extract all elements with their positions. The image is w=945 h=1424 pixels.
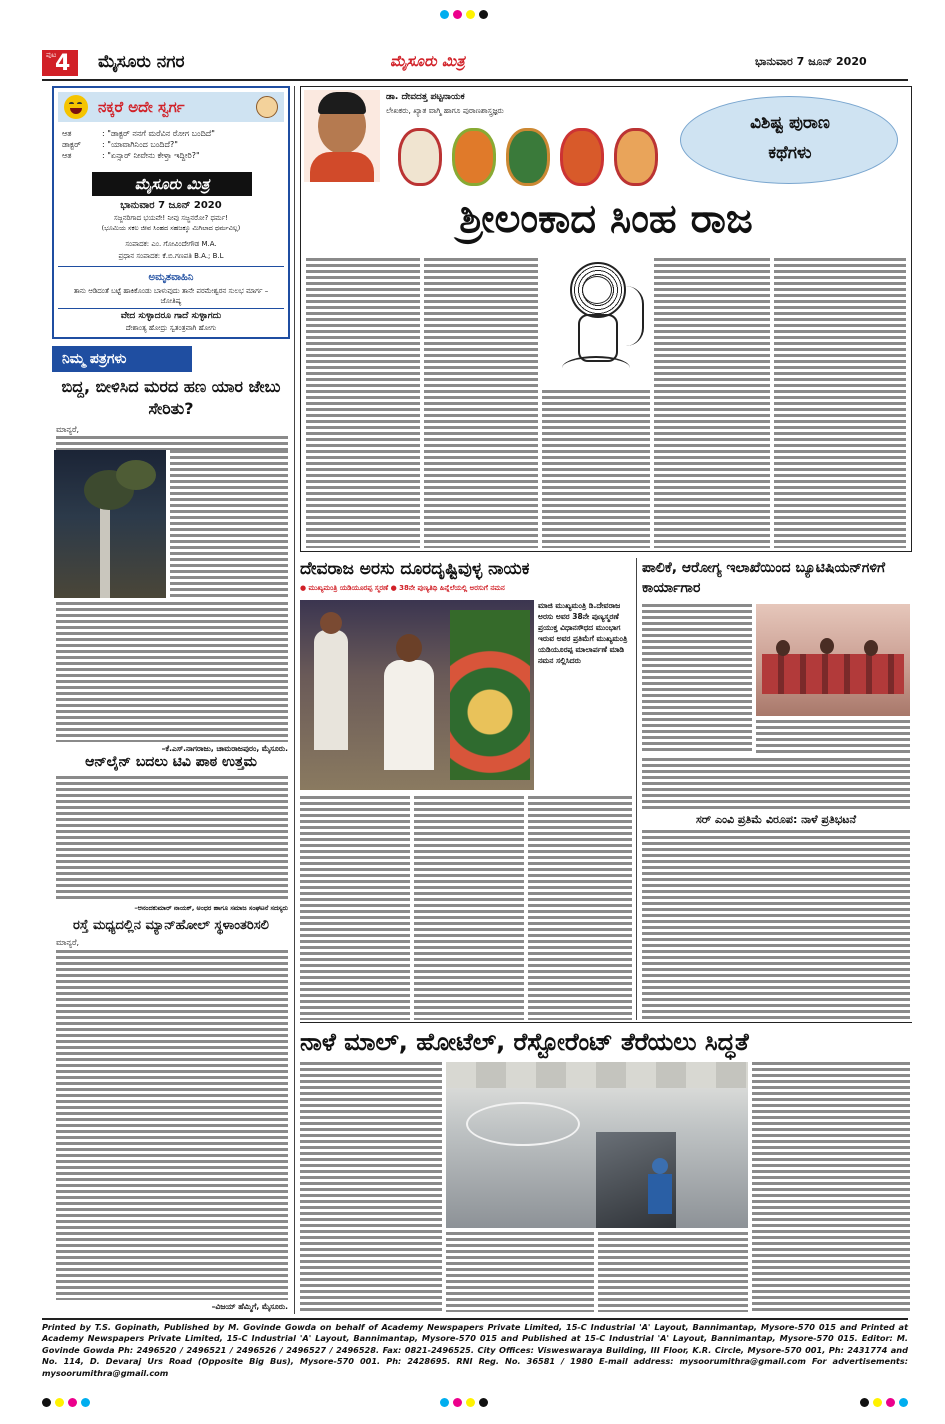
article-column	[300, 1062, 442, 1312]
urs-headline: ದೇವರಾಜ ಅರಸು ದೂರದೃಷ್ಟಿವುಳ್ಳ ನಾಯಕ	[300, 559, 530, 579]
quote-title: ಅಮೃತವಾಹಿನಿ	[148, 272, 194, 283]
footer-imprint: Printed by T.S. Gopinath, Published by M. Govinde Gowda on behalf of Academy Newspapers Private Limited, 15-C Industrial 'A' Layout, Bannimantap, Mysore-570 015 and Printed at Academy Newspapers Private Limited, 15-C Industrial 'A' Layout, Bannimantap, Mysore-570 015 and Published at 15-C Industrial 'A' Layout, Bannimantap, Mysore-570 015. Editor: M. Govinde Gowda Ph: 2496520 / 2496521 / 2496526 / 2496527 / 2496528. Fax: 0821-2496525. City Offices: Visweswaraya Building, III Floor, K.R. Circle, Mysore-570 001, Ph: 2431774 and No. 114, D. Devaraj Urs Road (Opposite Big Bus), Mysore-570 001. Ph: 2428695. RNI Reg. No. 36581 / 1980 E-mail address: mysoorumithra@gmail.com For advertisements: mysoorumithra@gmail.com	[42, 1322, 908, 1378]
proverb-text: ದೇಶಾಂತ್ಯ ಹೋದ್ರು ಸ್ವತಂತ್ರವಾಗಿ ಹೋಗು	[125, 324, 217, 332]
editor-credit: ಸಂಪಾದಕ: ಎಂ. ಗೋವಿಂದೇಗೌಡ M.A.	[125, 240, 217, 248]
letter-headline: ಆನ್‌ಲೈನ್ ಬದಲು ಟಿವಿ ಪಾಠ ಉತ್ತಮ	[85, 754, 257, 770]
author-photo	[304, 90, 380, 182]
chief-editor-credit: ಪ್ರಧಾನ ಸಂಪಾದಕ: ಕೆ.ಬಿ.ಗಣಪತಿ B.A.; B.L	[118, 252, 224, 260]
laughing-face-icon	[64, 95, 88, 119]
letter-signature: –ಕೆ.ಎಸ್.ನಾಗರಾಜು, ಚಾಮರಾಜಪುರಂ, ಮೈಸೂರು.	[161, 744, 288, 753]
article-column	[528, 796, 632, 1020]
article-column	[752, 1062, 910, 1312]
article-column	[542, 390, 650, 548]
article-column	[598, 1232, 748, 1312]
page-number: 4	[55, 51, 71, 76]
mask-icon	[614, 128, 658, 186]
mall-headline: ನಾಳೆ ಮಾಲ್, ಹೋಟೆಲ್, ರೆಸ್ಟೋರೆಂಟ್ ತೆರೆಯಲು ಸಿದ್ಧತೆ	[300, 1028, 749, 1056]
registration-dot	[440, 1398, 449, 1407]
registration-dot	[479, 1398, 488, 1407]
column-rule	[636, 558, 637, 1020]
author-name: ಡಾ. ದೇವದತ್ತ ಪಟ್ಟನಾಯಕ	[386, 92, 465, 102]
mask-icon	[452, 128, 496, 186]
letter-body	[56, 602, 288, 742]
joke-header	[58, 92, 284, 122]
section-title: ಮೈಸೂರು ನಗರ	[98, 52, 185, 72]
letter-headline: ಬಿದ್ದ, ಬೀಳಿಸಿದ ಮರದ ಹಣ ಯಾರ ಜೇಬು ಸೇರಿತು?	[61, 377, 281, 418]
article-column	[642, 604, 752, 754]
registration-dot	[873, 1398, 882, 1407]
letter-signature: –ಆನಂದಕುಮಾರ್ ನಾಯಕ್, ಅಂಧರ ಹಾಗೂ ಸಮಾಜ ಸಂಘಟನೆ ಸದಸ್ಯರು	[134, 904, 288, 912]
section-rule	[300, 1022, 912, 1023]
lion-king-illustration	[542, 256, 650, 386]
masthead-small: ಮೈಸೂರು ಮಿತ್ರ	[92, 172, 252, 196]
letter-salute: ಮಾನ್ಯರೆ,	[56, 425, 80, 434]
workshop-photo	[756, 604, 910, 716]
registration-dot	[68, 1398, 77, 1407]
series-subtitle: ಕಥೆಗಳು	[768, 143, 812, 163]
author-description: ಲೇಖಕರು, ಖ್ಯಾತ ವಾಗ್ಮಿ ಹಾಗೂ ಪುರಾಣಶಾಸ್ತ್ರಜ್ಞರು	[386, 106, 504, 115]
quote-text: ತಾನು ಆಡಿದಂತೆ ಬಟ್ಟೆ ಹಾಕಿಕೊಂಡು ಬಾಳುವುದು ತಾನೇ ಪರಮೇಶ್ವರನ ಸುಲಭ ಮಾರ್ಗ –ಜೋತಿಷ್ಯ	[73, 287, 269, 305]
proverb-title: ವೇದ ಸುಳ್ಳಾದರೂ ಗಾದೆ ಸುಳ್ಳಾಗದು	[120, 311, 222, 321]
registration-dot	[899, 1398, 908, 1407]
letters-banner: ನಿಮ್ಮ ಪತ್ರಗಳು	[52, 346, 192, 372]
article-column	[774, 258, 906, 548]
urs-tribute-photo	[300, 600, 534, 790]
registration-dot	[860, 1398, 869, 1407]
fallen-tree-photo	[54, 450, 166, 598]
mall-interior-photo	[446, 1062, 748, 1228]
letter-body	[170, 450, 288, 600]
article-column	[424, 258, 538, 548]
letter-headline: ರಸ್ತೆ ಮಧ್ಯದಲ್ಲಿನ ಮ್ಯಾನ್‌ಹೋಲ್ ಸ್ಥಳಾಂತರಿಸಲಿ	[73, 918, 269, 933]
mask-icon	[560, 128, 604, 186]
urs-photo-caption: ಮಾಜಿ ಮುಖ್ಯಮಂತ್ರಿ ಡಿ.ದೇವರಾಜ ಅರಸು ಅವರ 38ನೇ ಪುಣ್ಯಸ್ಮರಣೆ ಪ್ರಯುಕ್ತ ವಿಧಾನಸೌಧದ ಮುಂಭಾಗ ಇರುವ ಅವರ ಪ್ರತಿಮೆಗೆ ಮುಖ್ಯಮಂತ್ರಿ ಯಡಿಯೂರಪ್ಪ ಮಾಲಾರ್ಪಣೆ ಮಾಡಿ ನಮನ ಸಲ್ಲಿಸಿದರು	[538, 601, 628, 665]
article-column	[642, 830, 910, 1020]
footer-rule	[42, 1318, 908, 1320]
urs-subheadline: ● ಮುಖ್ಯಮಂತ್ರಿ ಯಡಿಯೂರಪ್ಪ ಸ್ಮರಣೆ ● 38ನೇ ಪುಣ್ಯತಿಥಿ ಹಿನ್ನೆಲೆಯಲ್ಲಿ ಅರಸುಗೆ ನಮನ	[300, 584, 505, 592]
registration-dot	[453, 10, 462, 19]
mask-icon	[506, 128, 550, 186]
header-rule	[42, 79, 908, 81]
edition-date: ಭಾನುವಾರ 7 ಜೂನ್ 2020	[120, 200, 222, 211]
letter-salute: ಮಾನ್ಯರೆ,	[56, 938, 80, 947]
registration-dot	[466, 1398, 475, 1407]
registration-dot	[453, 1398, 462, 1407]
registration-dot	[42, 1398, 51, 1407]
joke-title: ನಕ್ಕರೆ ಅದೇ ಸ್ವರ್ಗ	[98, 98, 185, 116]
top-story-headline: ಶ್ರೀಲಂಕಾದ ಸಿಂಹ ರಾಜ	[459, 196, 753, 242]
registration-dot	[440, 10, 449, 19]
registration-dot	[479, 10, 488, 19]
article-column	[446, 1232, 594, 1312]
masks-illustration	[398, 128, 662, 190]
beautician-headline: ಪಾಲಿಕೆ, ಆರೋಗ್ಯ ಇಲಾಖೆಯಿಂದ ಬ್ಯೂಟಿಷಿಯನ್‌ಗಳಿಗೆ ಕಾರ್ಯಾಗಾರ	[642, 560, 886, 596]
cartoon-face-icon	[254, 94, 278, 120]
joke-line: ಆತ : "ಏನ್ಸಾರ್ ನೀವೇನು ಕೇಳ್ತಾ ಇದ್ದೀರಿ?"	[62, 151, 200, 160]
column-rule	[294, 86, 295, 1314]
letter-body	[56, 950, 288, 1300]
article-column	[414, 796, 524, 1020]
article-column	[756, 720, 910, 754]
article-column	[306, 258, 420, 548]
letter-body	[56, 776, 288, 902]
page-number-badge	[42, 50, 78, 76]
series-title: ವಿಶಿಷ್ಟ ಪುರಾಣ	[750, 113, 830, 133]
series-badge	[680, 96, 898, 184]
registration-dot	[55, 1398, 64, 1407]
joke-dialogue	[62, 128, 284, 161]
letter-signature: –ವಿಜಯ್ ಹೆಮ್ಮಿಗೆ, ಮೈಸೂರು.	[211, 1302, 288, 1311]
joke-line: ಡಾಕ್ಟರ್ : "ಯಾವಾಗಿನಿಂದ ಬಂದಿದೆ?"	[62, 140, 178, 149]
joke-box	[52, 86, 290, 339]
mask-icon	[398, 128, 442, 186]
registration-dot	[81, 1398, 90, 1407]
article-column	[642, 758, 910, 812]
page-label: ಪುಟ	[46, 51, 57, 59]
joke-line: ಆತ : "ಡಾಕ್ಟರ್ ನನಗೆ ಮರೆವಿನ ರೋಗ ಬಂದಿದೆ"	[62, 129, 215, 138]
article-column	[300, 796, 410, 1020]
registration-dot	[466, 10, 475, 19]
edition-motto-note: (ಭೂಮಿಯ ಸಕಲ ಜೀವ ಸಿಂಹದ ಸಹಜಕ್ಕೂ ಮಿಗಿಲಾದ ಧರ್ಮವಿಲ್ಲ)	[101, 224, 241, 232]
article-column	[654, 258, 770, 548]
registration-dot	[886, 1398, 895, 1407]
masthead-logo: ಮೈಸೂರು ಮಿತ್ರ	[390, 52, 465, 70]
header-date: ಭಾನುವಾರ 7 ಜೂನ್ 2020	[755, 55, 867, 68]
letter-body	[56, 436, 288, 450]
edition-motto: ಸಜ್ಜನರಿಗಾದ ಭಯವೇ! ನೀವು ಸಜ್ಜನರೋ? ಧರ್ಮ!	[113, 214, 229, 222]
statue-protest-headline: ಸರ್ ಎಂವಿ ಪ್ರತಿಮೆ ವಿರೂಪ: ನಾಳೆ ಪ್ರತಿಭಟನೆ	[695, 813, 857, 826]
